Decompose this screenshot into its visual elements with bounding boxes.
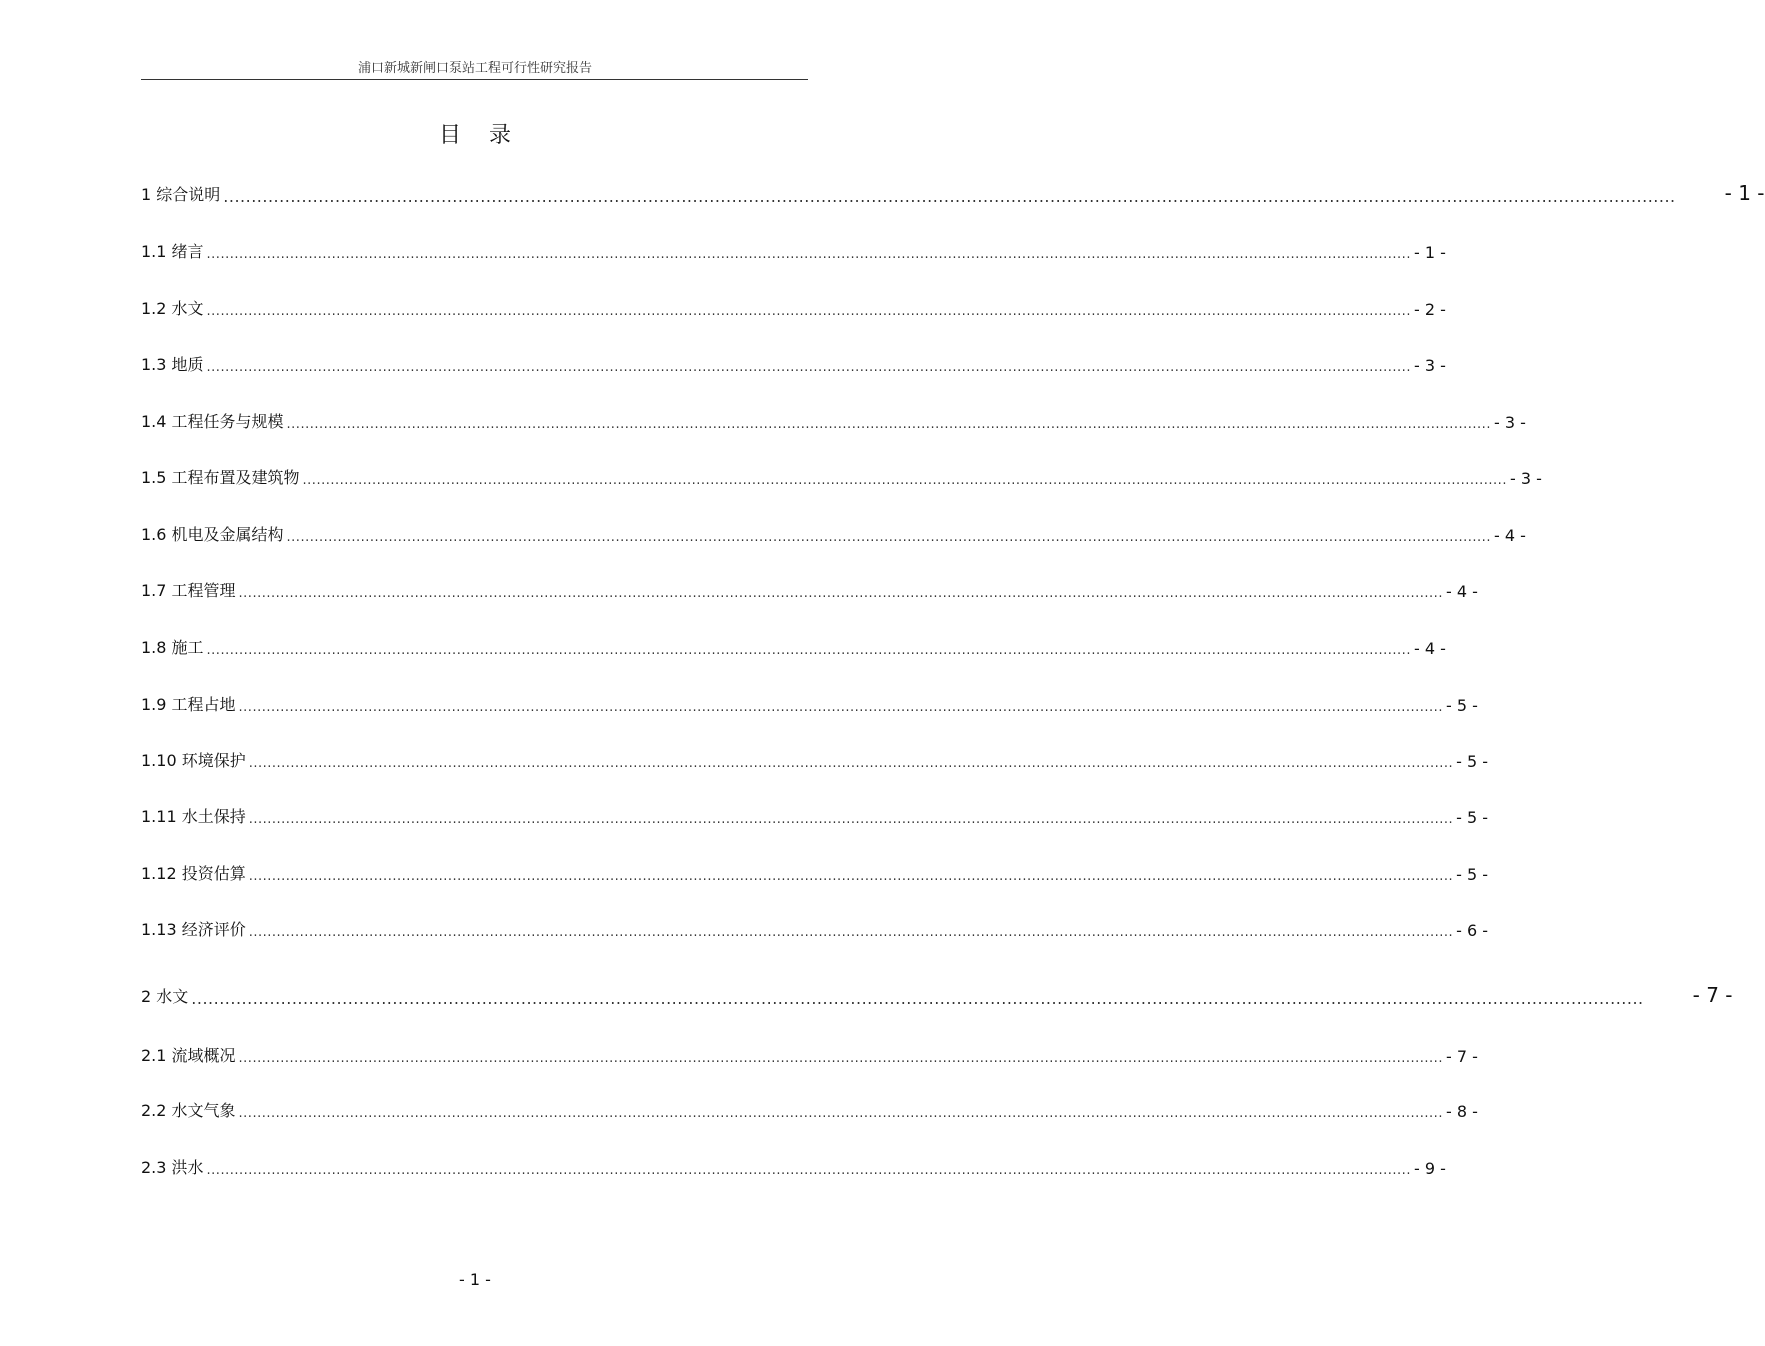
toc-entry-2-2[interactable]: [141, 1097, 1478, 1121]
toc-entry-1-8[interactable]: [141, 634, 1446, 658]
toc-leader-dots: ....................................................................................................................................................................................................................................................................: [238, 586, 1443, 601]
toc-leader-dots: ....................................................................................................................................................................................................................................................................: [206, 247, 1411, 262]
toc-entry-label: 1.2 水文: [141, 299, 204, 318]
toc-entry-page: - 3 -: [1413, 356, 1446, 375]
toc-entry-page: - 5 -: [1456, 865, 1489, 884]
toc-entry-1-5[interactable]: [141, 464, 1542, 488]
toc-entry-1-7[interactable]: [141, 577, 1478, 601]
toc-entry-label: 2.2 水文气象: [141, 1101, 236, 1120]
toc-entry-label: 1.10 环境保护: [141, 751, 246, 770]
toc-entry-page: - 1 -: [1413, 243, 1446, 262]
toc-leader-dots: ....................................................................................................................................................................................................................................................................: [206, 1163, 1411, 1178]
toc-entry-page: - 4 -: [1445, 582, 1478, 601]
toc-entry-label: 1.8 施工: [141, 638, 204, 657]
toc-entry-page: - 9 -: [1413, 1159, 1446, 1178]
toc-entry-label: 1.7 工程管理: [141, 581, 236, 600]
toc-entry-1-6[interactable]: [141, 521, 1526, 545]
toc-leader-dots: ....................................................................................................................................................................................................................................................................: [191, 989, 1644, 1008]
toc-entry-1-2[interactable]: [141, 295, 1446, 319]
toc-entry-label: 1.3 地质: [141, 355, 204, 374]
page-number: - 1 -: [459, 1270, 491, 1289]
toc-entry-1-9[interactable]: [141, 691, 1478, 715]
toc-entry-page: - 5 -: [1456, 752, 1489, 771]
toc-entry-2-3[interactable]: [141, 1154, 1446, 1178]
toc-entry-page: - 7 -: [1445, 1047, 1478, 1066]
toc-entry-page: - 3 -: [1509, 469, 1542, 488]
toc-leader-dots: ....................................................................................................................................................................................................................................................................: [248, 925, 1454, 940]
toc-entry-label: 1.5 工程布置及建筑物: [141, 468, 300, 487]
toc-entry-label: 1.4 工程任务与规模: [141, 412, 284, 431]
toc-leader-dots: ....................................................................................................................................................................................................................................................................: [302, 473, 1507, 488]
toc-leader-dots: ....................................................................................................................................................................................................................................................................: [223, 187, 1676, 206]
toc-leader-dots: ....................................................................................................................................................................................................................................................................: [206, 304, 1411, 319]
toc-entry-page: - 3 -: [1493, 413, 1526, 432]
toc-entry-page: - 6 -: [1456, 921, 1489, 940]
toc-entry-2[interactable]: [141, 983, 1733, 1008]
toc-entry-2-1[interactable]: [141, 1042, 1478, 1066]
toc-entry-label: 1 综合说明: [141, 185, 221, 204]
toc-entry-1-12[interactable]: [141, 860, 1489, 884]
toc-leader-dots: ....................................................................................................................................................................................................................................................................: [238, 700, 1443, 715]
toc-entry-label: 2.1 流域概况: [141, 1046, 236, 1065]
toc-leader-dots: ....................................................................................................................................................................................................................................................................: [248, 869, 1454, 884]
toc-leader-dots: ....................................................................................................................................................................................................................................................................: [238, 1051, 1443, 1066]
toc-entry-label: 1.1 绪言: [141, 242, 204, 261]
toc-leader-dots: ....................................................................................................................................................................................................................................................................: [286, 530, 1491, 545]
toc-entry-label: 2.3 洪水: [141, 1158, 204, 1177]
toc-leader-dots: ....................................................................................................................................................................................................................................................................: [206, 360, 1411, 375]
toc-entry-label: 1.11 水土保持: [141, 807, 246, 826]
toc-entry-1[interactable]: [141, 181, 1765, 206]
toc-entry-page: - 4 -: [1493, 526, 1526, 545]
toc-entry-label: 1.6 机电及金属结构: [141, 525, 284, 544]
toc-entry-1-3[interactable]: [141, 351, 1446, 375]
running-header: 浦口新城新闸口泵站工程可行性研究报告: [357, 61, 592, 76]
toc-entry-label: 1.12 投资估算: [141, 864, 246, 883]
toc-entry-1-13[interactable]: [141, 916, 1489, 940]
toc-entry-page: - 7 -: [1692, 983, 1733, 1007]
toc-entry-page: - 2 -: [1413, 300, 1446, 319]
toc-entry-page: - 1 -: [1724, 181, 1765, 205]
toc-leader-dots: ....................................................................................................................................................................................................................................................................: [286, 417, 1491, 432]
toc-leader-dots: ....................................................................................................................................................................................................................................................................: [248, 756, 1454, 771]
toc-title: 目录: [438, 123, 539, 148]
toc-entry-label: 1.13 经济评价: [141, 920, 246, 939]
toc-entry-page: - 5 -: [1456, 808, 1489, 827]
toc-entry-label: 2 水文: [141, 987, 189, 1006]
toc-entry-page: - 8 -: [1445, 1102, 1478, 1121]
toc-entry-page: - 5 -: [1445, 696, 1478, 715]
header-rule: [141, 79, 808, 80]
toc-entry-1-4[interactable]: [141, 408, 1526, 432]
toc-entry-label: 1.9 工程占地: [141, 695, 236, 714]
toc-leader-dots: ....................................................................................................................................................................................................................................................................: [206, 643, 1411, 658]
toc-entry-1-1[interactable]: [141, 238, 1446, 262]
toc-entry-1-10[interactable]: [141, 747, 1489, 771]
toc-leader-dots: ....................................................................................................................................................................................................................................................................: [248, 812, 1454, 827]
toc-leader-dots: ....................................................................................................................................................................................................................................................................: [238, 1106, 1443, 1121]
toc-entry-1-11[interactable]: [141, 803, 1489, 827]
toc-entry-page: - 4 -: [1413, 639, 1446, 658]
